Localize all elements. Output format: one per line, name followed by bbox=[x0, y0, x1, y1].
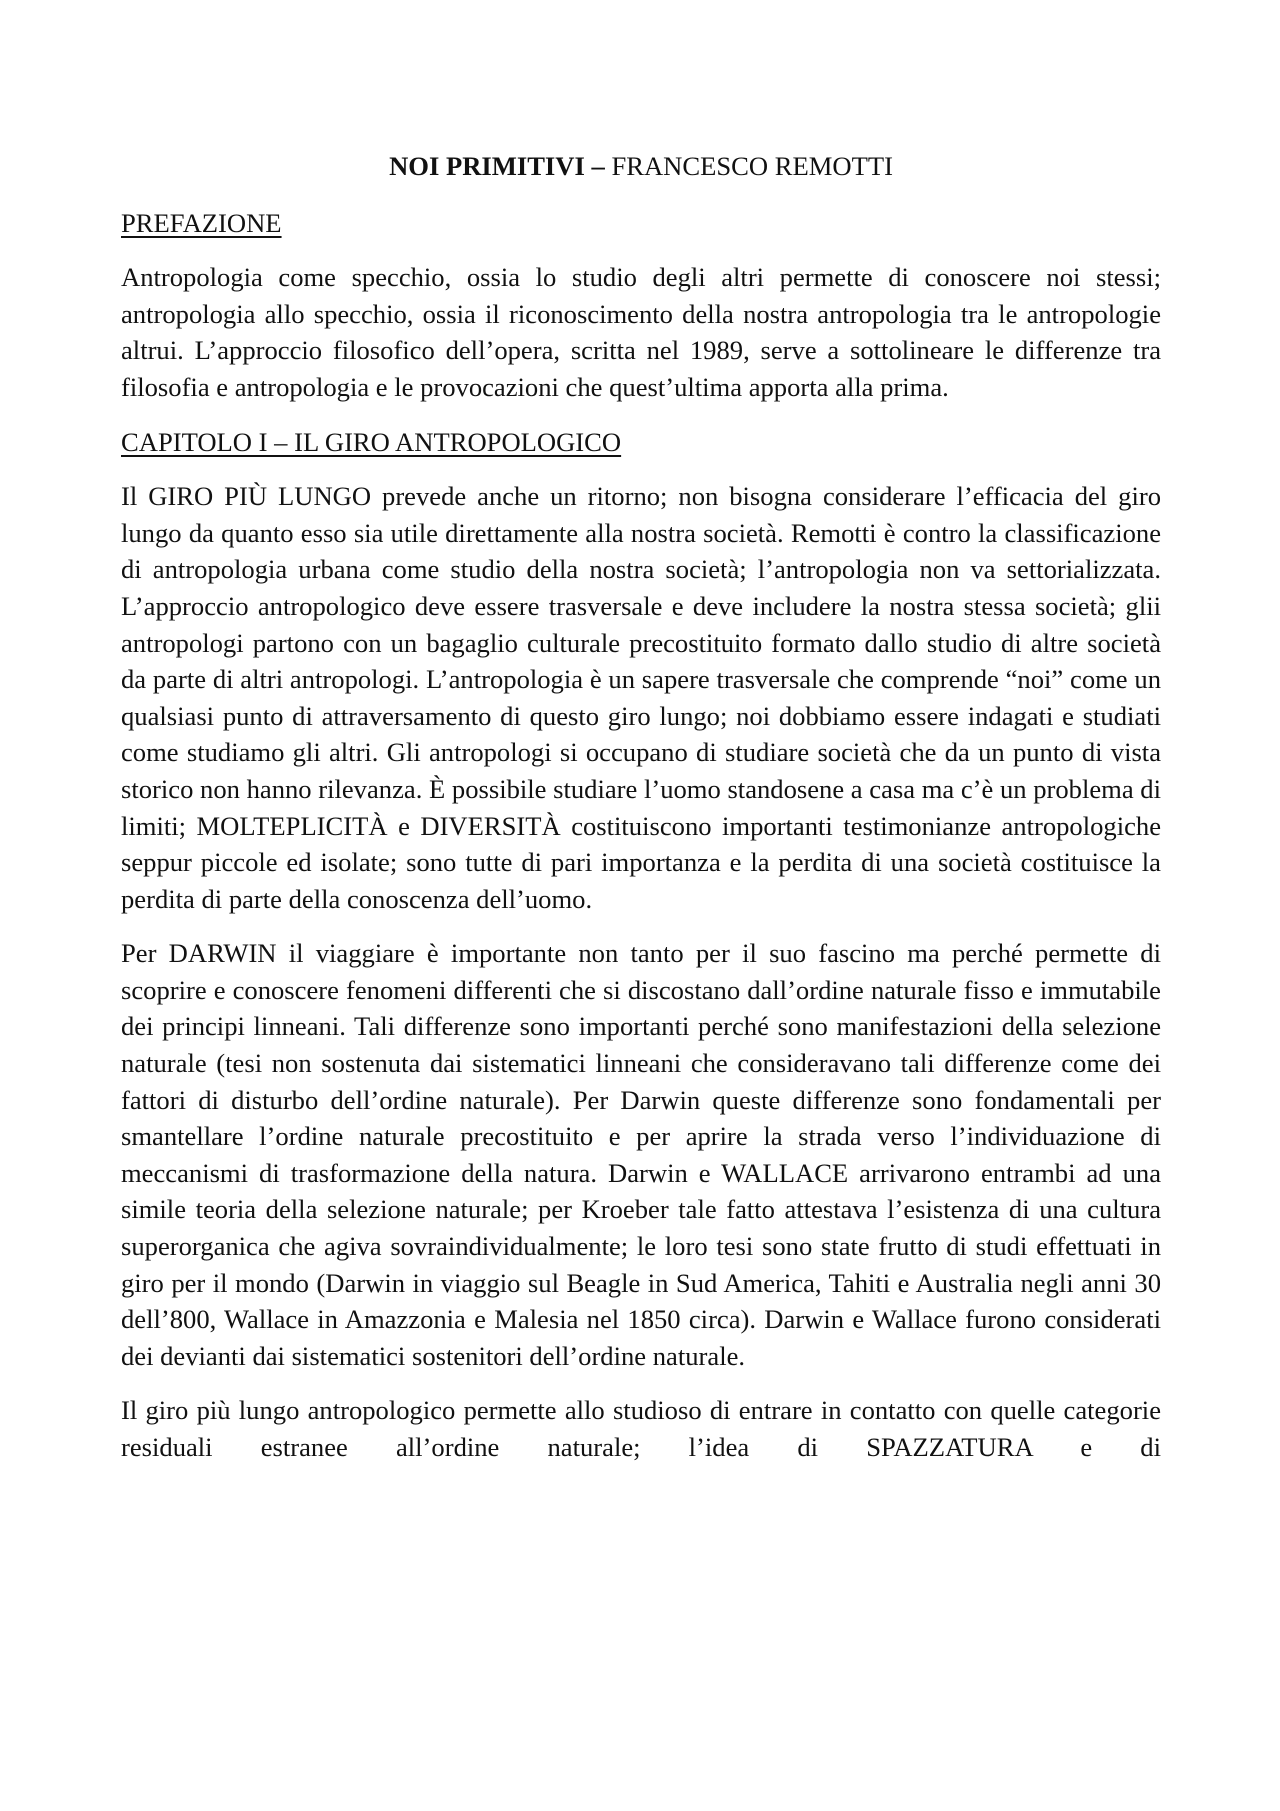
title-main: NOI PRIMITIVI – bbox=[389, 151, 605, 181]
document-page bbox=[121, 148, 1161, 1466]
paragraph-categorie-residuali: Il giro più lungo antropologico permette allo studioso di entrare in contatto con quelle categorie residuali estranee all’ordine naturale; l’idea di SPAZZATURA e di bbox=[121, 1395, 1161, 1462]
title-author: FRANCESCO REMOTTI bbox=[604, 151, 893, 181]
section-heading-capitolo-1: CAPITOLO I – IL GIRO ANTROPOLOGICO bbox=[121, 426, 622, 457]
paragraph-prefazione: Antropologia come specchio, ossia lo studio degli altri permette di conoscere noi stessi; antropologia allo specchio, ossia il riconoscimento della nostra antropologia tra le antropologie altrui. L’approccio filosofico dell’opera, scritta nel 1989, serve a sottolineare le differenze tra filosofia e antropologia e le provocazioni che quest’ultima apporta alla prima. bbox=[121, 262, 1161, 402]
section-heading-prefazione: PREFAZIONE bbox=[121, 207, 282, 238]
paragraph-darwin: Per DARWIN il viaggiare è importante non tanto per il suo fascino ma perché permette di scoprire e conoscere fenomeni differenti che si discostano dall’ordine naturale fisso e immutabile dei principi linneani. Tali differenze sono importanti perché sono manifestazioni della selezione naturale (tesi non sostenuta dai sistematici linneani che consideravano tali differenze come dei fattori di disturbo dell’ordine naturale). Per Darwin queste differenze sono fondamentali per smantellare l’ordine naturale precostituito e per aprire la strada verso l’individuazione di meccanismi di trasformazione della natura. Darwin e WALLACE arrivarono entrambi ad una simile teoria della selezione naturale; per Kroeber tale fatto attestava l’esistenza di una cultura superorganica che agiva sovraindividualmente; le loro tesi sono state frutto di studi effettuati in giro per il mondo (Darwin in viaggio sul Beagle in Sud America, Tahiti e Australia negli anni 30 dell’800, Wallace in Amazzonia e Malesia nel 1850 circa). Darwin e Wallace furono considerati dei devianti dai sistematici sostenitori dell’ordine naturale. bbox=[121, 938, 1161, 1371]
document-title bbox=[121, 148, 1161, 185]
paragraph-giro-lungo: Il GIRO PIÙ LUNGO prevede anche un ritorno; non bisogna considerare l’efficacia del giro lungo da quanto esso sia utile direttamente alla nostra società. Remotti è contro la classificazione di antropologia urbana come studio della nostra società; l’antropologia non va settorializzata. L’approccio antropologico deve essere trasversale e deve includere la nostra stessa società; glii antropologi partono con un bagaglio culturale precostituito formato dallo studio di altre società da parte di altri antropologi. L’antropologia è un sapere trasversale che comprende “noi” come un qualsiasi punto di attraversamento di questo giro lungo; noi dobbiamo essere indagati e studiati come studiamo gli altri. Gli antropologi si occupano di studiare società che da un punto di vista storico non hanno rilevanza. È possibile studiare l’uomo standosene a casa ma c’è un problema di limiti; MOLTEPLICITÀ e DIVERSITÀ costituiscono importanti testimonianze antropologiche seppur piccole ed isolate; sono tutte di pari importanza e la perdita di una società costituisce la perdita di parte della conoscenza dell’uomo. bbox=[121, 481, 1161, 914]
